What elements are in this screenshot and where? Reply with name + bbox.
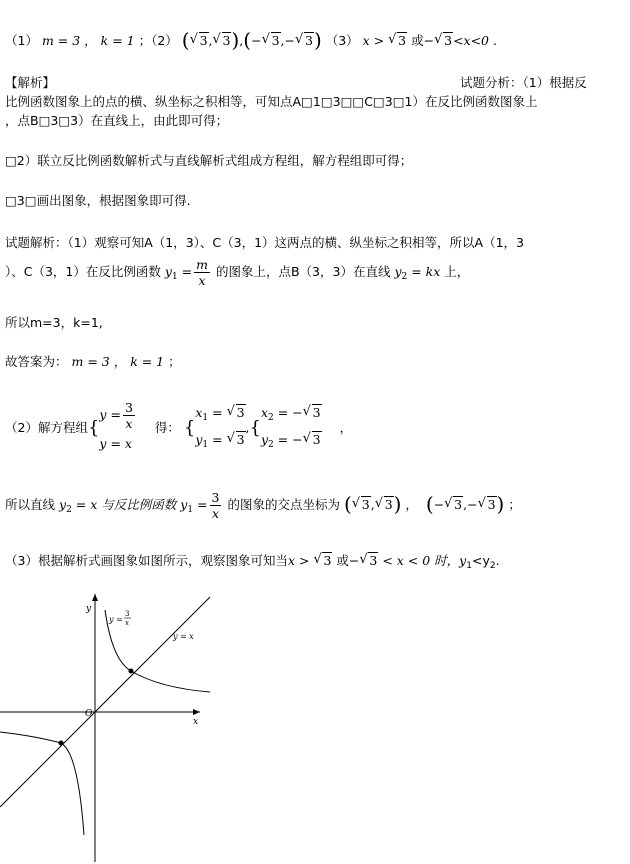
solution-line: 试题解析：（1）观察可知A（1，3）、C（3，1）这两点的横、纵坐标之积相等，所以A（1，3: [5, 235, 525, 250]
y-axis-label: y: [86, 604, 92, 614]
answer-comma: ，: [84, 33, 97, 48]
math-k: k = 1: [130, 354, 165, 369]
answer-part3: （3）: [325, 33, 359, 48]
text: ）、C（3，1）在反比例函数: [5, 264, 161, 279]
x-axis-arrow: [193, 709, 200, 715]
solution-line: 所以直线 $y_2 = x$ 与反比例函数 $y_1$ = $\frac{3}{x}$ 的图象的交点坐标为 (√ 3,√ 3) ， (−√ 3,−√ 3) ；: [5, 488, 521, 526]
analysis-line: □2）联立反比例函数解析式与直线解析式组成方程组，解方程组即可得；: [5, 153, 413, 168]
line-label: y = x: [173, 632, 194, 641]
solution-set-1: $x_1$ = √ 3 $y_1$ = √ 3: [195, 402, 245, 456]
solution-set-2: $x_2$ = −√ 3 $y_2$ = −√ 3: [261, 402, 322, 456]
origin-label: O: [85, 709, 93, 719]
line-y-eq-x: [0, 597, 210, 807]
analysis-line: 比例函数图象上的点的横、纵坐标之积相等，可知点A□1□3□□C□3□1）在反比例函数图象上: [5, 94, 538, 109]
math-y1: $y_1$ =: [164, 264, 193, 282]
solution-line: 所以m=3，k=1,: [5, 315, 103, 330]
minus: −: [423, 33, 435, 48]
text: 得：: [154, 420, 180, 435]
equation-system: y = $\frac{3}{x}$ y = x: [99, 400, 133, 451]
hyperbola-branch-2: [0, 732, 84, 835]
cond-x-gt: x >: [362, 33, 389, 48]
paren: (: [243, 28, 252, 52]
curve-label: y =: [109, 615, 123, 624]
period: .: [492, 33, 497, 48]
sqrt-expr: √ 3: [295, 32, 314, 50]
text: 故答案为：: [5, 354, 68, 369]
answer-m-value: m = 3: [41, 33, 81, 48]
intersection-point: [129, 669, 134, 674]
solution-line: （3）根据解析式画图象如图所示，观察图象可知当x > √ 3 或−√ 3 < x < 0 时，$y_1<y_2$.: [5, 552, 500, 575]
text: 所以直线: [5, 497, 56, 512]
text: 或: [336, 553, 349, 568]
sqrt-expr: √ 3: [262, 32, 281, 50]
analysis-heading: 【解析】: [5, 75, 56, 90]
text: ；: [168, 354, 181, 369]
brace: {: [183, 417, 196, 439]
or-text: 或: [411, 33, 424, 48]
answer-part2: ；（2）: [138, 33, 178, 48]
paren: ): [231, 28, 240, 52]
equation-system-line: （2）解方程组{ y = $\frac{3}{x}$ y = x 得： { $x_1$ = √ 3 $y_1$ = √ 3 ,{ $x_2$ = −√ 3 $y_2$ = −√ 3 ，: [5, 398, 352, 459]
answer-k-value: k = 1: [100, 33, 135, 48]
text: 的图象上，点B（3，3）在直线: [215, 264, 391, 279]
math-y2: $y_2$ = kx: [394, 264, 441, 282]
x-axis-label: x: [193, 717, 199, 727]
fraction: $\frac{m}{x}$: [196, 257, 208, 288]
fraction: $\frac{3}{x}$: [211, 490, 220, 521]
text: （3）根据解析式画图象如图所示，观察图象可知当: [5, 553, 288, 568]
sqrt-expr: √ 3: [388, 32, 407, 50]
y-axis-arrow: [92, 594, 98, 601]
paren: (: [181, 28, 190, 52]
text: < x < 0 时，y: [382, 553, 467, 568]
answer-part1: （1）: [5, 33, 38, 48]
text: ，: [339, 420, 353, 435]
brace: {: [249, 417, 261, 439]
math-m: m = 3: [71, 354, 110, 369]
sqrt-expr: √ 3: [213, 32, 232, 50]
text: .: [495, 553, 500, 568]
math-y1: $y_1$ =: [180, 497, 208, 515]
analysis-line: □3□画出图象，根据图象即可得.: [5, 193, 191, 208]
curve-label-num: 3: [125, 610, 130, 618]
analysis-intro: 试题分析：（1）根据反: [460, 75, 587, 90]
analysis-line: ，点B□3□3）在直线上，由此即可得；: [5, 113, 229, 128]
text: <y: [471, 553, 490, 568]
intersection-point: [59, 741, 64, 746]
math-y2: $y_2 = x$ 与反比例函数: [59, 497, 177, 515]
text: 的图象的交点坐标为: [227, 497, 340, 512]
sqrt-expr: √ 3: [434, 32, 453, 50]
solution-line: 故答案为： m = 3 ， k = 1 ；: [5, 354, 181, 369]
cond-range: <x<0: [453, 33, 489, 48]
sqrt-expr: √ 3: [190, 32, 209, 50]
brace: {: [87, 417, 100, 439]
paren: ): [313, 28, 322, 52]
answer-line: （1） m = 3 ， k = 1 ；（2） (√ 3,√ 3),(−√ 3,−√ 3) （3） x > √ 3 或−√ 3<x<0 .: [5, 31, 497, 50]
text: （2）解方程组: [5, 420, 88, 435]
curve-label-den: x: [125, 619, 129, 627]
text: 上，: [444, 264, 470, 279]
